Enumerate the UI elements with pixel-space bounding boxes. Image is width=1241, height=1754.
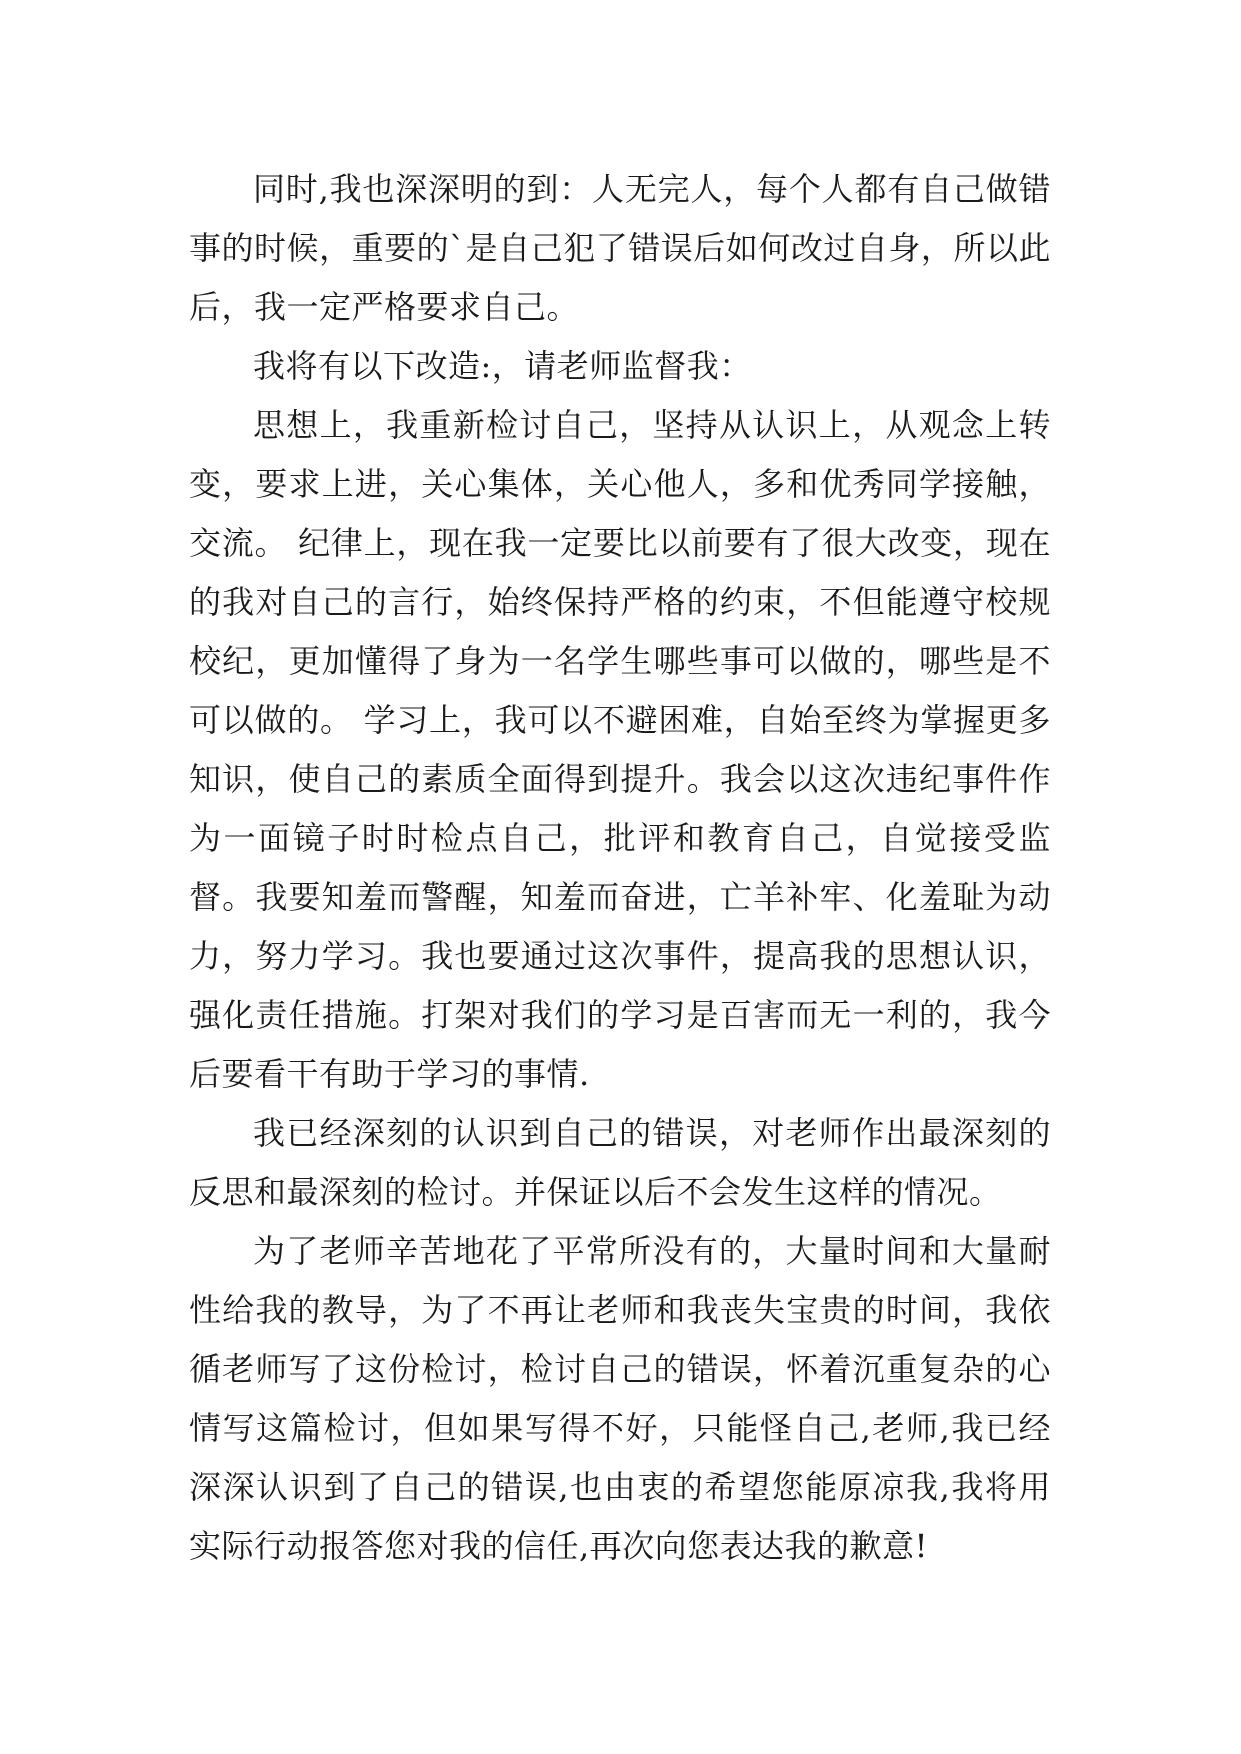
- document-body: [189, 160, 1051, 1576]
- paragraph-2: 我将有以下改造:，请老师监督我：: [253, 347, 752, 385]
- paragraph-3: 思想上，我重新检讨自己，坚持从认识上，从观念上转变，要求上进，关心集体，关心他人，多和优秀同学接触，交流。 纪律上，现在我一定要比以前要有了很大改变，现在的我对自己的言行，始终保持严格的约束，不但能遵守校规校纪，更加懂得了身为一名学生哪些事可以做的，哪些是不可以做的。 学习上，我可以不避困难，自始至终为掌握更多知识，使自己的素质全面得到提升。我会以这次违纪事件作为一面镜子时时检点自己，批评和教育自己，自觉接受监督。我要知羞而警醒，知羞而奋进，亡羊补牢、化羞耻为动力，努力学习。我也要通过这次事件，提高我的思想认识，强化责任措施。打架对我们的学习是百害而无一利的，我今后要看干有助于学习的事情.: [189, 406, 1051, 1093]
- paragraph-1: 同时,我也深深明的到：人无完人，每个人都有自己做错事的时候，重要的`是自己犯了错误后如何改过自身，所以此后，我一定严格要求自己。: [189, 170, 1051, 326]
- paragraph-4: 我已经深刻的认识到自己的错误，对老师作出最深刻的反思和最深刻的检讨。并保证以后不会发生这样的情况。: [189, 1114, 1051, 1211]
- paragraph-5: 为了老师辛苦地花了平常所没有的，大量时间和大量耐性给我的教导，为了不再让老师和我丧失宝贵的时间，我依循老师写了这份检讨，检讨自己的错误，怀着沉重复杂的心情写这篇检讨，但如果写得不好，只能怪自己,老师,我已经深深认识到了自己的错误,也由衷的希望您能原凉我,我将用实际行动报答您对我的信任,再次向您表达我的歉意!: [189, 1232, 1051, 1565]
